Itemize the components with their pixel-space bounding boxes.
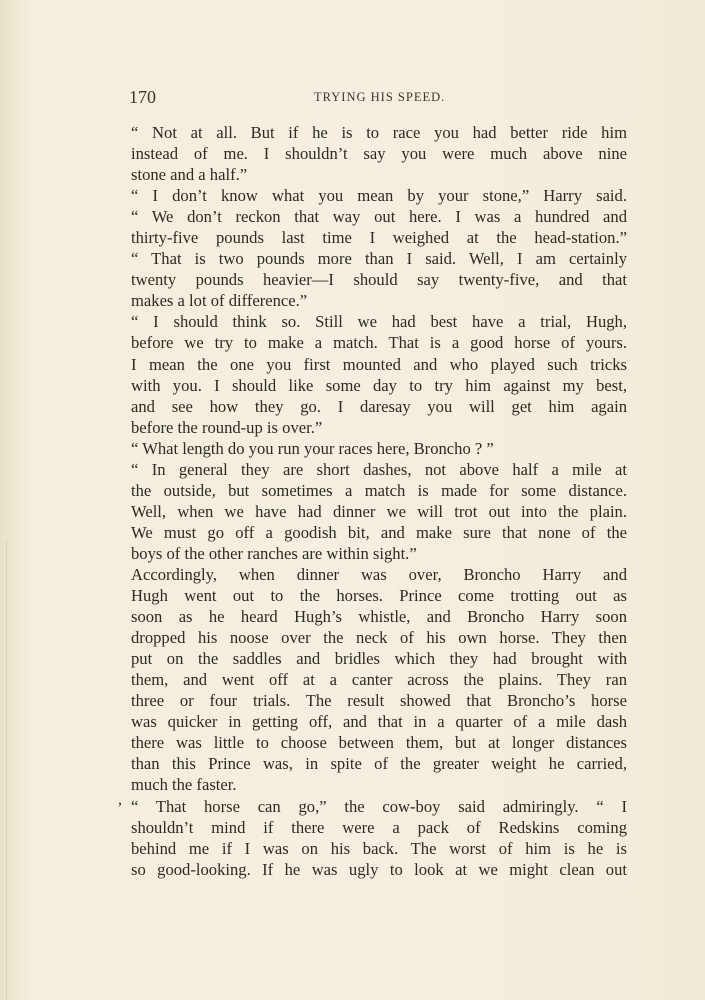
text-line: with you. I should like some day to try him against my best, xyxy=(131,375,627,395)
text-line: dropped his noose over the neck of his own horse. They then xyxy=(131,628,627,648)
text-line: put on the saddles and bridles which they had brought with xyxy=(131,649,627,669)
text-line: there was little to choose between them, but at longer distances xyxy=(131,733,627,753)
text-line: I mean the one you first mounted and who played such tricks xyxy=(131,354,627,374)
text-line: before the round-up is over.” xyxy=(131,417,323,437)
text-line: the outside, but sometimes a match is made for some distance. xyxy=(131,480,627,500)
text-line: three or four trials. The result showed that Broncho’s horse xyxy=(131,691,627,711)
text-line: “ That is two pounds more than I said. Well, I am certainly xyxy=(131,249,627,269)
text-line: “ I don’t know what you mean by your stone,” Harry said. xyxy=(131,186,627,206)
text-line: stone and a half.” xyxy=(131,165,248,185)
text-line: We must go off a goodish bit, and make sure that none of the xyxy=(131,522,627,542)
text-line: “ In general they are short dashes, not above half a mile at xyxy=(131,459,627,479)
text-line: was quicker in getting off, and that in a quarter of a mile dash xyxy=(131,712,627,732)
text-line: before we try to make a match. That is a good horse of yours. xyxy=(131,333,627,353)
text-line: thirty-five pounds last time I weighed at the head-station.” xyxy=(131,228,627,248)
text-line: makes a lot of difference.” xyxy=(131,291,308,311)
text-line: and see how they go. I daresay you will get him again xyxy=(131,396,627,416)
text-line: “ We don’t reckon that way out here. I was a hundred and xyxy=(131,207,627,227)
margin-mark: , xyxy=(118,791,122,808)
text-line: shouldn’t mind if there were a pack of Redskins coming xyxy=(131,817,627,837)
gutter-line xyxy=(6,540,7,1000)
text-line: behind me if I was on his back. The worst of him is he is xyxy=(131,838,627,858)
text-line: “ What length do you run your races here, Broncho ? ” xyxy=(131,438,494,458)
text-line: much the faster. xyxy=(131,775,237,795)
text-line: instead of me. I shouldn’t say you were much above nine xyxy=(131,144,627,164)
text-line: boys of the other ranches are within sight.” xyxy=(131,543,417,563)
page-number: 170 xyxy=(129,87,156,107)
text-line: Well, when we have had dinner we will trot out into the plain. xyxy=(131,501,627,521)
page-header xyxy=(129,87,629,107)
text-line: Hugh went out to the horses. Prince come trotting out as xyxy=(131,586,627,606)
text-line: so good-looking. If he was ugly to look at we might clean out xyxy=(131,859,627,879)
text-line: “ That horse can go,” the cow-boy said admiringly. “ I xyxy=(131,796,627,816)
text-line: them, and went off at a canter across the plains. They ran xyxy=(131,670,627,690)
text-line: “ Not at all. But if he is to race you had better ride him xyxy=(131,123,627,142)
text-line: Accordingly, when dinner was over, Broncho Harry and xyxy=(131,564,627,584)
text-line: soon as he heard Hugh’s whistle, and Broncho Harry soon xyxy=(131,607,627,627)
text-line: twenty pounds heavier—I should say twenty-five, and that xyxy=(131,270,627,290)
text-line: than this Prince was, in spite of the greater weight he carried, xyxy=(131,754,627,774)
running-title: TRYING HIS SPEED. xyxy=(314,90,446,104)
text-line: “ I should think so. Still we had best have a trial, Hugh, xyxy=(131,312,627,332)
body-text xyxy=(131,122,627,880)
